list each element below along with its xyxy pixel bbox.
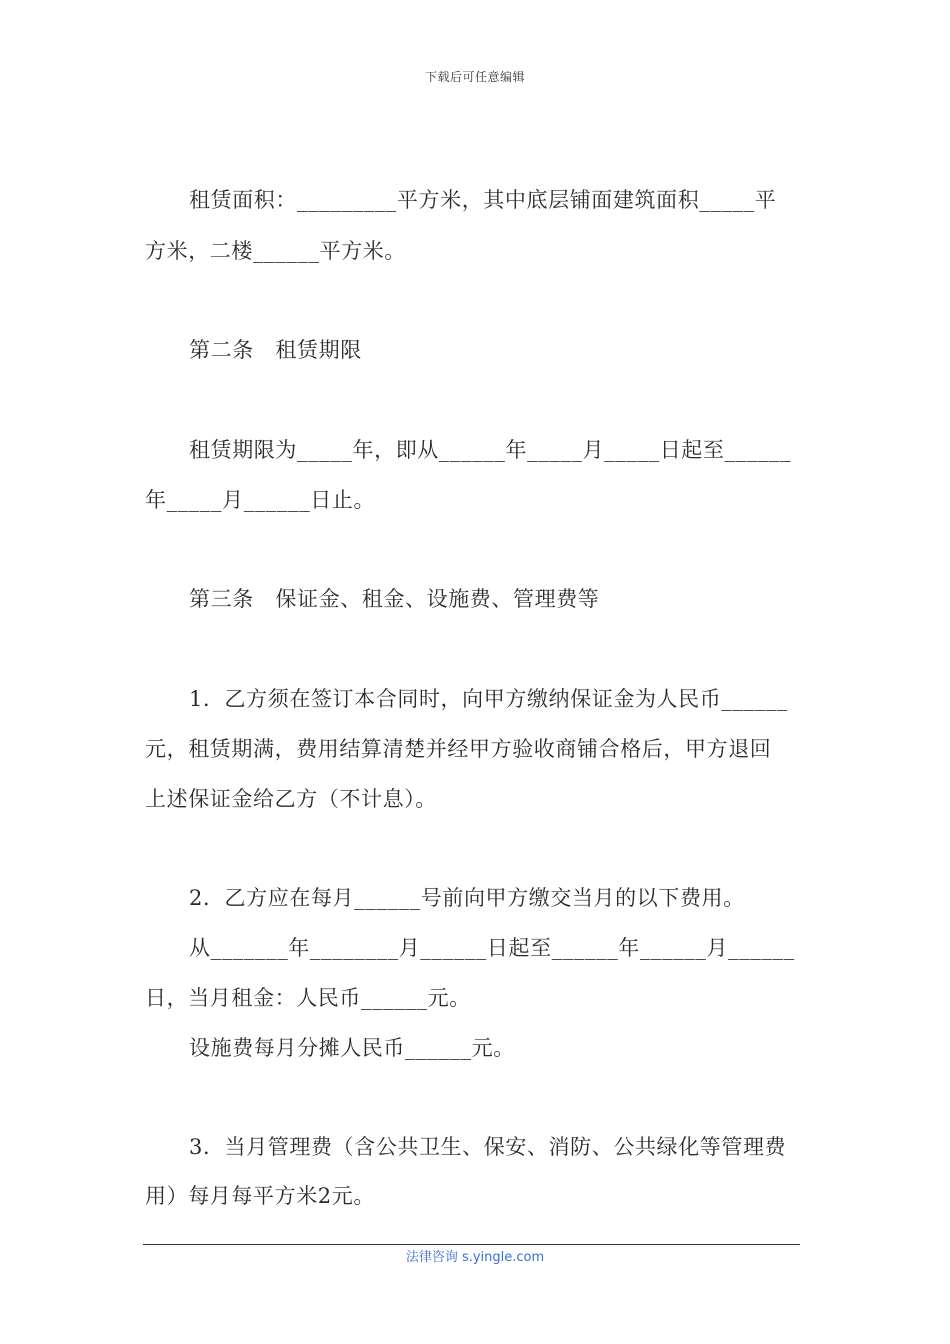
section-heading: 第二条 租赁期限 [189,338,362,362]
paragraph-line: 租赁期限为_____年，即从______年_____月_____日起至______ [189,438,792,462]
paragraph-line: 元，租赁期满，费用结算清楚并经甲方验收商铺合格后，甲方退回 [145,737,772,761]
paragraph-line: 从_______年________月______日起至______年______月______ [189,936,795,960]
header-note: 下载后可任意编辑 [424,70,525,84]
paragraph-line: 年_____月______日止。 [145,488,376,512]
paragraph-line: 日，当月租金：人民币______元。 [145,986,471,1010]
footer-divider [143,1244,800,1245]
paragraph-line: 设施费每月分摊人民币______元。 [189,1036,515,1060]
section-heading: 第三条 保证金、租金、设施费、管理费等 [189,587,600,611]
footer-link[interactable]: 法律咨询 s.yingle.com [405,1250,545,1265]
paragraph-line: 上述保证金给乙方（不计息）。 [145,787,437,811]
paragraph-line: 租赁面积：_________平方米，其中底层铺面建筑面积_____平 [189,188,777,212]
paragraph-line: 3．当月管理费（含公共卫生、保安、消防、公共绿化等管理费 [189,1135,787,1159]
paragraph-line: 1．乙方须在签订本合同时，向甲方缴纳保证金为人民币______ [189,687,788,711]
paragraph-line: 2．乙方应在每月______号前向甲方缴交当月的以下费用。 [189,886,745,910]
paragraph-line: 方米，二楼______平方米。 [145,239,406,263]
paragraph-line: 用）每月每平方米2元。 [145,1184,375,1208]
